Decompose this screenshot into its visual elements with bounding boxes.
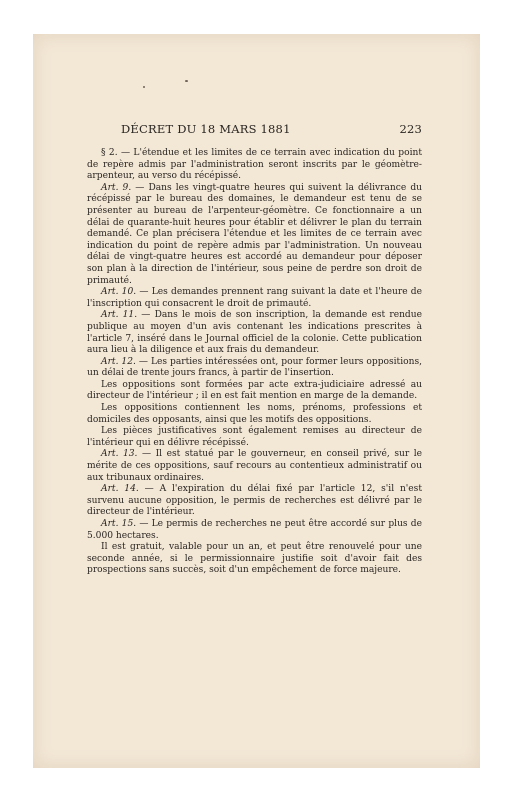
paragraph bbox=[87, 449, 422, 484]
article-label: Art. 14. bbox=[101, 484, 139, 495]
paragraph bbox=[87, 426, 422, 449]
paragraph bbox=[87, 519, 422, 542]
running-header bbox=[87, 122, 422, 140]
paragraph-text: Les oppositions contiennent les noms, prénoms, professions et domiciles des opposants, ainsi que les motifs des oppositions. bbox=[87, 403, 422, 425]
paragraph-text: — Les demandes prennent rang suivant la date et l'heure de l'inscription qui consacrent le droit de primauté. bbox=[87, 287, 423, 309]
paragraph bbox=[87, 287, 422, 310]
page-body bbox=[87, 148, 422, 577]
paragraph-text: — Les parties intéressées ont, pour former leurs oppositions, un délai de trente jours francs, à partir de l'insertion. bbox=[87, 356, 423, 379]
article-label: Art. 9. bbox=[101, 182, 132, 193]
paragraph bbox=[87, 357, 422, 380]
paper-speck bbox=[143, 86, 145, 88]
article-label: Art. 11. bbox=[101, 310, 138, 321]
running-title: DÉCRET DU 18 MARS 1881 bbox=[121, 122, 291, 136]
paragraph-text: § 2. — L'étendue et les limites de ce terrain avec indication du point de repère admis par l'administration seront inscrits par le géomètre-arpenteur, au verso du récépissé. bbox=[87, 148, 422, 182]
article-label: Art. 12. bbox=[101, 356, 136, 367]
paragraph bbox=[87, 403, 422, 426]
article-label: Art. 13. bbox=[101, 449, 138, 460]
page-content bbox=[87, 122, 422, 577]
paper-speck bbox=[185, 80, 188, 82]
paragraph-text: Les pièces justificatives sont également remises au directeur de l'intérieur qui en délivre récépissé. bbox=[87, 426, 422, 448]
page-number: 223 bbox=[399, 122, 422, 136]
paragraph-text: — Il est statué par le gouverneur, en conseil privé, sur le mérite de ces oppositions, sauf recours au contentieux administratif ou aux tribunaux ordinaires. bbox=[87, 449, 423, 483]
paragraph-text: — A l'expiration du délai fixé par l'article 12, s'il n'est survenu aucune opposition, le permis de recherches est délivré par le directeur de l'intérieur. bbox=[87, 484, 423, 518]
paragraph bbox=[87, 148, 422, 183]
paragraph-text: — Le permis de recherches ne peut être accordé sur plus de 5.000 hectares. bbox=[87, 519, 422, 541]
paragraph bbox=[87, 183, 422, 287]
paragraph bbox=[87, 484, 422, 519]
paragraph-text: Les oppositions sont formées par acte extra-judiciaire adressé au directeur de l'intérieur ; il en est fait mention en marge de la demande. bbox=[87, 379, 422, 402]
article-label: Art. 10. bbox=[101, 287, 137, 298]
paragraph bbox=[87, 380, 422, 403]
book-page bbox=[33, 34, 480, 768]
paragraph bbox=[87, 542, 422, 577]
paragraph-text: — Dans les vingt-quatre heures qui suivent la délivrance du récépissé par le bureau des domaines, le demandeur est tenu de se présenter au bureau de l'arpenteur-géomètre. Ce fonctionnaire a un délai de quarante-huit heures pour établir et délivrer le plan du terrain demandé. Ce plan précisera l'étendue et les limites de ce terrain avec indication du point de repère admis par l'administration. Un nouveau délai de vingt-quatre heures est accordé au demandeur pour déposer son plan à la direction de l'intérieur, sous peine de perdre son droit de primauté. bbox=[87, 182, 422, 286]
paragraph-text: — Dans le mois de son inscription, la demande est rendue publique au moyen d'un avis contenant les indications prescrites à l'article 7, inséré dans le Journal officiel de la colonie. Cette publication aura lieu à la diligence et aux frais du demandeur. bbox=[87, 310, 422, 356]
paragraph-text: Il est gratuit, valable pour un an, et peut être renouvelé pour une seconde année, si le permissionnaire justifie soit d'avoir fait des prospections sans succès, soit d'un empêchement de force majeure. bbox=[87, 542, 422, 576]
paragraph bbox=[87, 310, 422, 356]
article-label: Art. 15. bbox=[101, 519, 137, 529]
